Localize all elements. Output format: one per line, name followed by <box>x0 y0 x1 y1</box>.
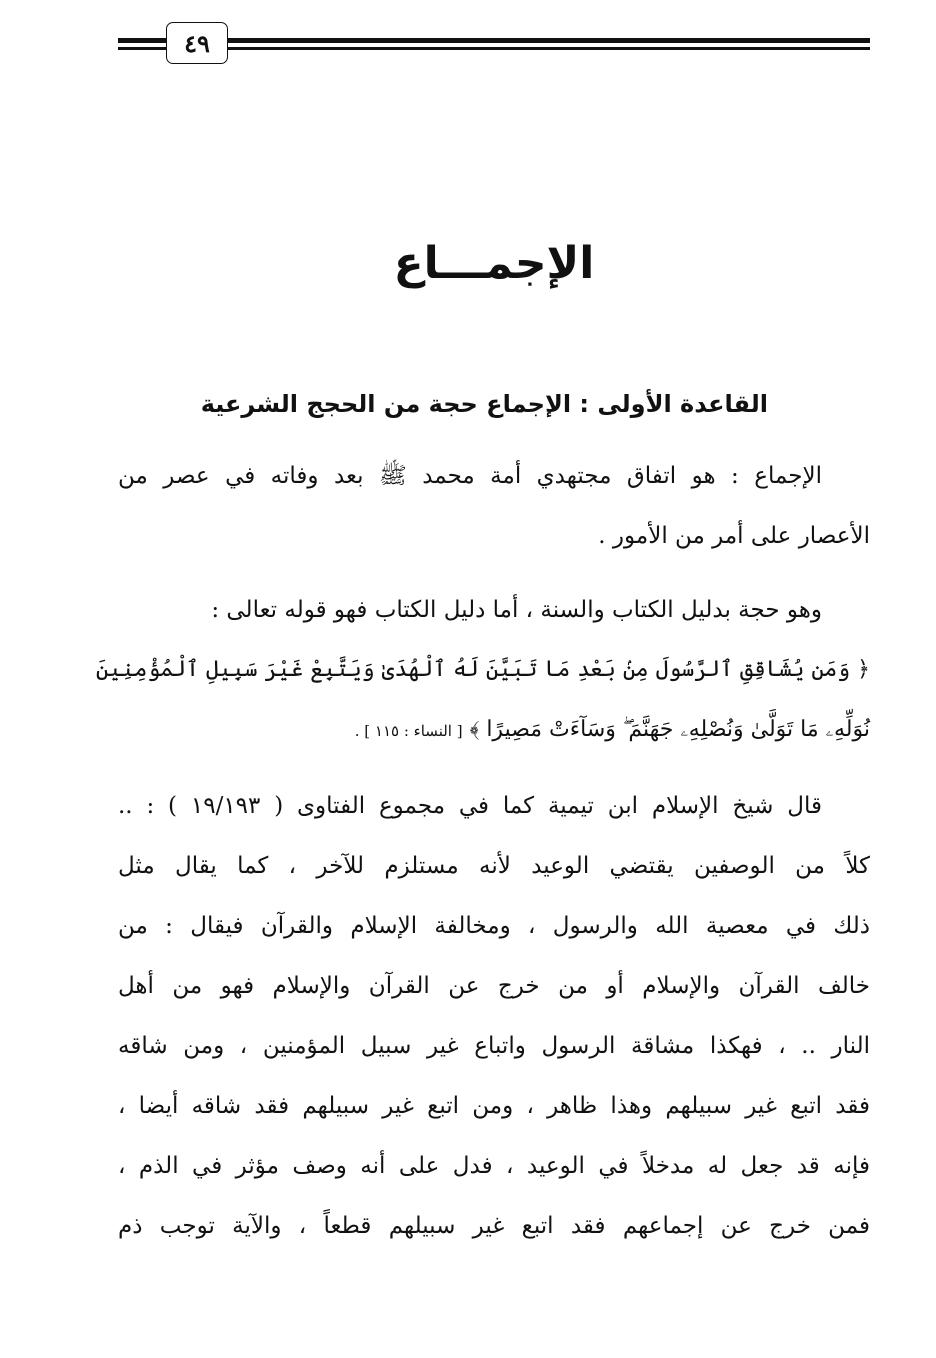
page-number: ٤٩ <box>166 22 228 64</box>
text-line: الإجماع : هو اتفاق مجتهدي أمة محمد ﷺ بعد وفاته في عصر من <box>118 463 822 489</box>
text-line: النار .. ، فهكذا مشاقة الرسول واتباع غير سبيل المؤمنين ، ومن شاقه <box>118 1033 870 1059</box>
quran-verse-text: نُوَلِّهِۦ مَا تَوَلَّىٰ وَنُصْلِهِۦ جَهَنَّمَ ۖ وَسَآءَتْ مَصِيرًا ﴾ <box>469 717 870 742</box>
paragraph-definition <box>118 458 870 578</box>
text-line: فإنه قد جعل له مدخلاً في الوعيد ، فدل على أنه وصف مؤثر في الذم ، <box>118 1153 870 1179</box>
quran-verse-line: ﴿ وَمَن يُشَاقِقِ ٱلرَّسُولَ مِنۢ بَعْدِ مَا تَبَيَّنَ لَهُ ٱلْهُدَىٰ وَيَتَّبِعْ غَيْرَ سَبِيلِ ٱلْمُؤْمِنِينَ <box>95 657 870 682</box>
text-line: الأعصار على أمر من الأمور . <box>598 523 870 549</box>
text-line: قال شيخ الإسلام ابن تيمية كما في مجموع الفتاوى ( ١٩/١٩٣ ) : .. <box>118 793 823 819</box>
text-line: وهو حجة بدليل الكتاب والسنة ، أما دليل الكتاب فهو قوله تعالى : <box>211 597 822 623</box>
chapter-title: الإجمـــاع <box>393 238 595 289</box>
quran-verse-line-2 <box>118 712 870 772</box>
text-line: فمن خرج عن إجماعهم فقد اتبع غير سبيلهم قطعاً ، والآية توجب ذم <box>118 1213 870 1239</box>
header-rule-top <box>118 38 870 43</box>
text-line: فقد اتبع غير سبيلهم وهذا ظاهر ، ومن اتبع غير سبيلهم فقد شاقه أيضا ، <box>118 1093 870 1119</box>
paragraph-quotation <box>118 788 870 1268</box>
paragraph-evidence <box>95 592 870 772</box>
rule-heading: القاعدة الأولى : الإجماع حجة من الحجج الشرعية <box>200 390 768 418</box>
text-line: ذلك في معصية الله والرسول ، ومخالفة الإسلام والقرآن فيقال : من <box>118 913 870 939</box>
text-line: كلاً من الوصفين يقتضي الوعيد لأنه مستلزم للآخر ، كما يقال مثل <box>118 853 870 879</box>
text-line: خالف القرآن والإسلام أو من خرج عن القرآن والإسلام فهو من أهل <box>118 973 870 999</box>
header-rule-bottom <box>118 47 870 50</box>
verse-reference: [ النساء : ١١٥ ] . <box>354 722 463 740</box>
